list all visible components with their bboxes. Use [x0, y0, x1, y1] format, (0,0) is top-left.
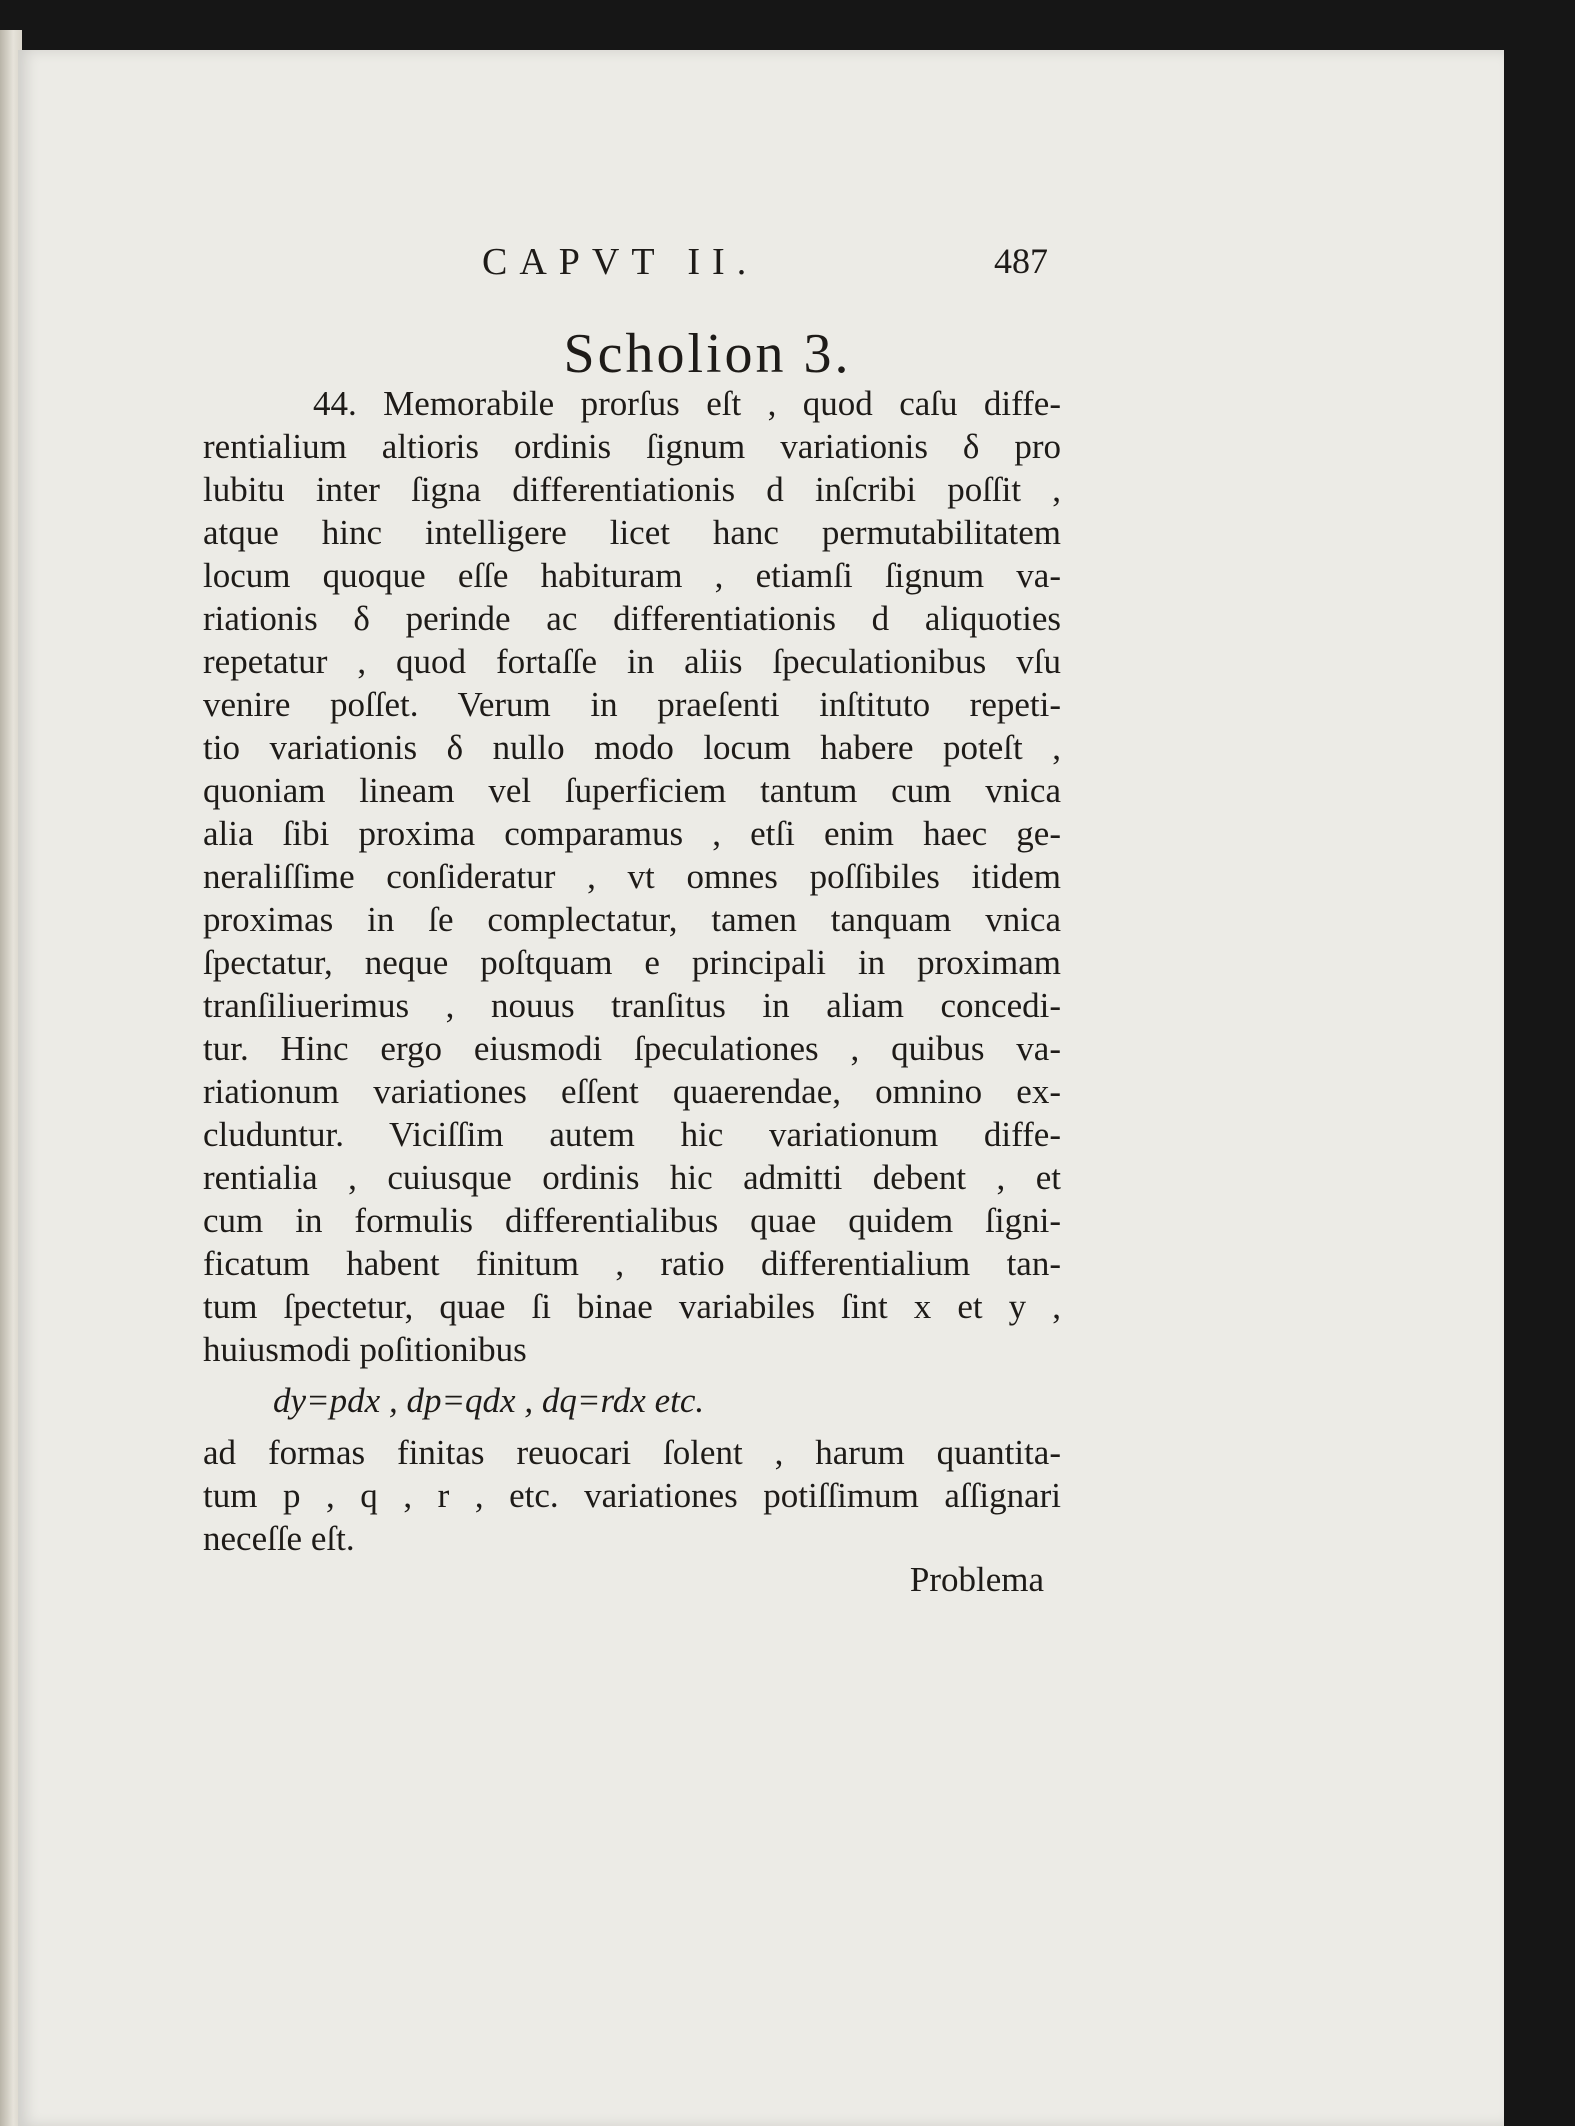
body-text — [203, 382, 1061, 1560]
text-line: ſpectatur, neque poſtquam e principali in proximam — [203, 943, 1061, 982]
text-line: tranſiliuerimus , nouus tranſitus in aliam concedi- — [203, 986, 1061, 1025]
page-number: 487 — [994, 241, 1048, 281]
text-line: lubitu inter ſigna differentiationis d inſcribi poſſit , — [203, 470, 1061, 509]
text-line: quoniam lineam vel ſuperficiem tantum cum vnica — [203, 771, 1061, 810]
text-line: cum in formulis differentialibus quae quidem ſigni- — [203, 1201, 1061, 1240]
section-title: Scholion 3. — [563, 323, 852, 385]
text-line: venire poſſet. Verum in praeſenti inſtituto repeti- — [203, 685, 1061, 724]
text-line: rentialia , cuiusque ordinis hic admitti debent , et — [203, 1158, 1061, 1197]
text-line: alia ſibi proxima comparamus , etſi enim haec ge- — [203, 814, 1061, 853]
text-line: tum p , q , r , etc. variationes potiſſimum aſſignari — [203, 1476, 1061, 1515]
text-line: neraliſſime conſideratur , vt omnes poſſibiles itidem — [203, 857, 1061, 896]
formula-line: dy=pdx , dp=qdx , dq=rdx etc. — [273, 1381, 705, 1420]
running-title: CAPVT II. — [482, 241, 759, 283]
text-line: riationum variationes eſſent quaerendae, omnino ex- — [203, 1072, 1061, 1111]
text-line: ad formas finitas reuocari ſolent , harum quantita- — [203, 1433, 1061, 1472]
text-line: tio variationis δ nullo modo locum habere poteſt , — [203, 728, 1061, 767]
text-line: locum quoque eſſe habituram , etiamſi ſignum va- — [203, 556, 1061, 595]
text-line: huiusmodi poſitionibus — [203, 1330, 527, 1369]
text-line: riationis δ perinde ac differentiationis d aliquoties — [203, 599, 1061, 638]
text-line: proximas in ſe complectatur, tamen tanquam vnica — [203, 900, 1061, 939]
catchword: Problema — [909, 1560, 1044, 1599]
text-line: ficatum habent finitum , ratio differentialium tan- — [203, 1244, 1061, 1283]
text-line: tum ſpectetur, quae ſi binae variabiles ſint x et y , — [203, 1287, 1061, 1326]
text-line: cluduntur. Viciſſim autem hic variationum diffe- — [203, 1115, 1061, 1154]
text-line: atque hinc intelligere licet hanc permutabilitatem — [203, 513, 1061, 552]
text-line: tur. Hinc ergo eiusmodi ſpeculationes , quibus va- — [203, 1029, 1061, 1068]
text-line: rentialium altioris ordinis ſignum variationis δ pro — [203, 427, 1061, 466]
text-line: 44. Memorabile prorſus eſt , quod caſu diffe- — [313, 384, 1061, 423]
text-line: repetatur , quod fortaſſe in aliis ſpeculationibus vſu — [203, 642, 1061, 681]
text-line: neceſſe eſt. — [203, 1519, 355, 1558]
